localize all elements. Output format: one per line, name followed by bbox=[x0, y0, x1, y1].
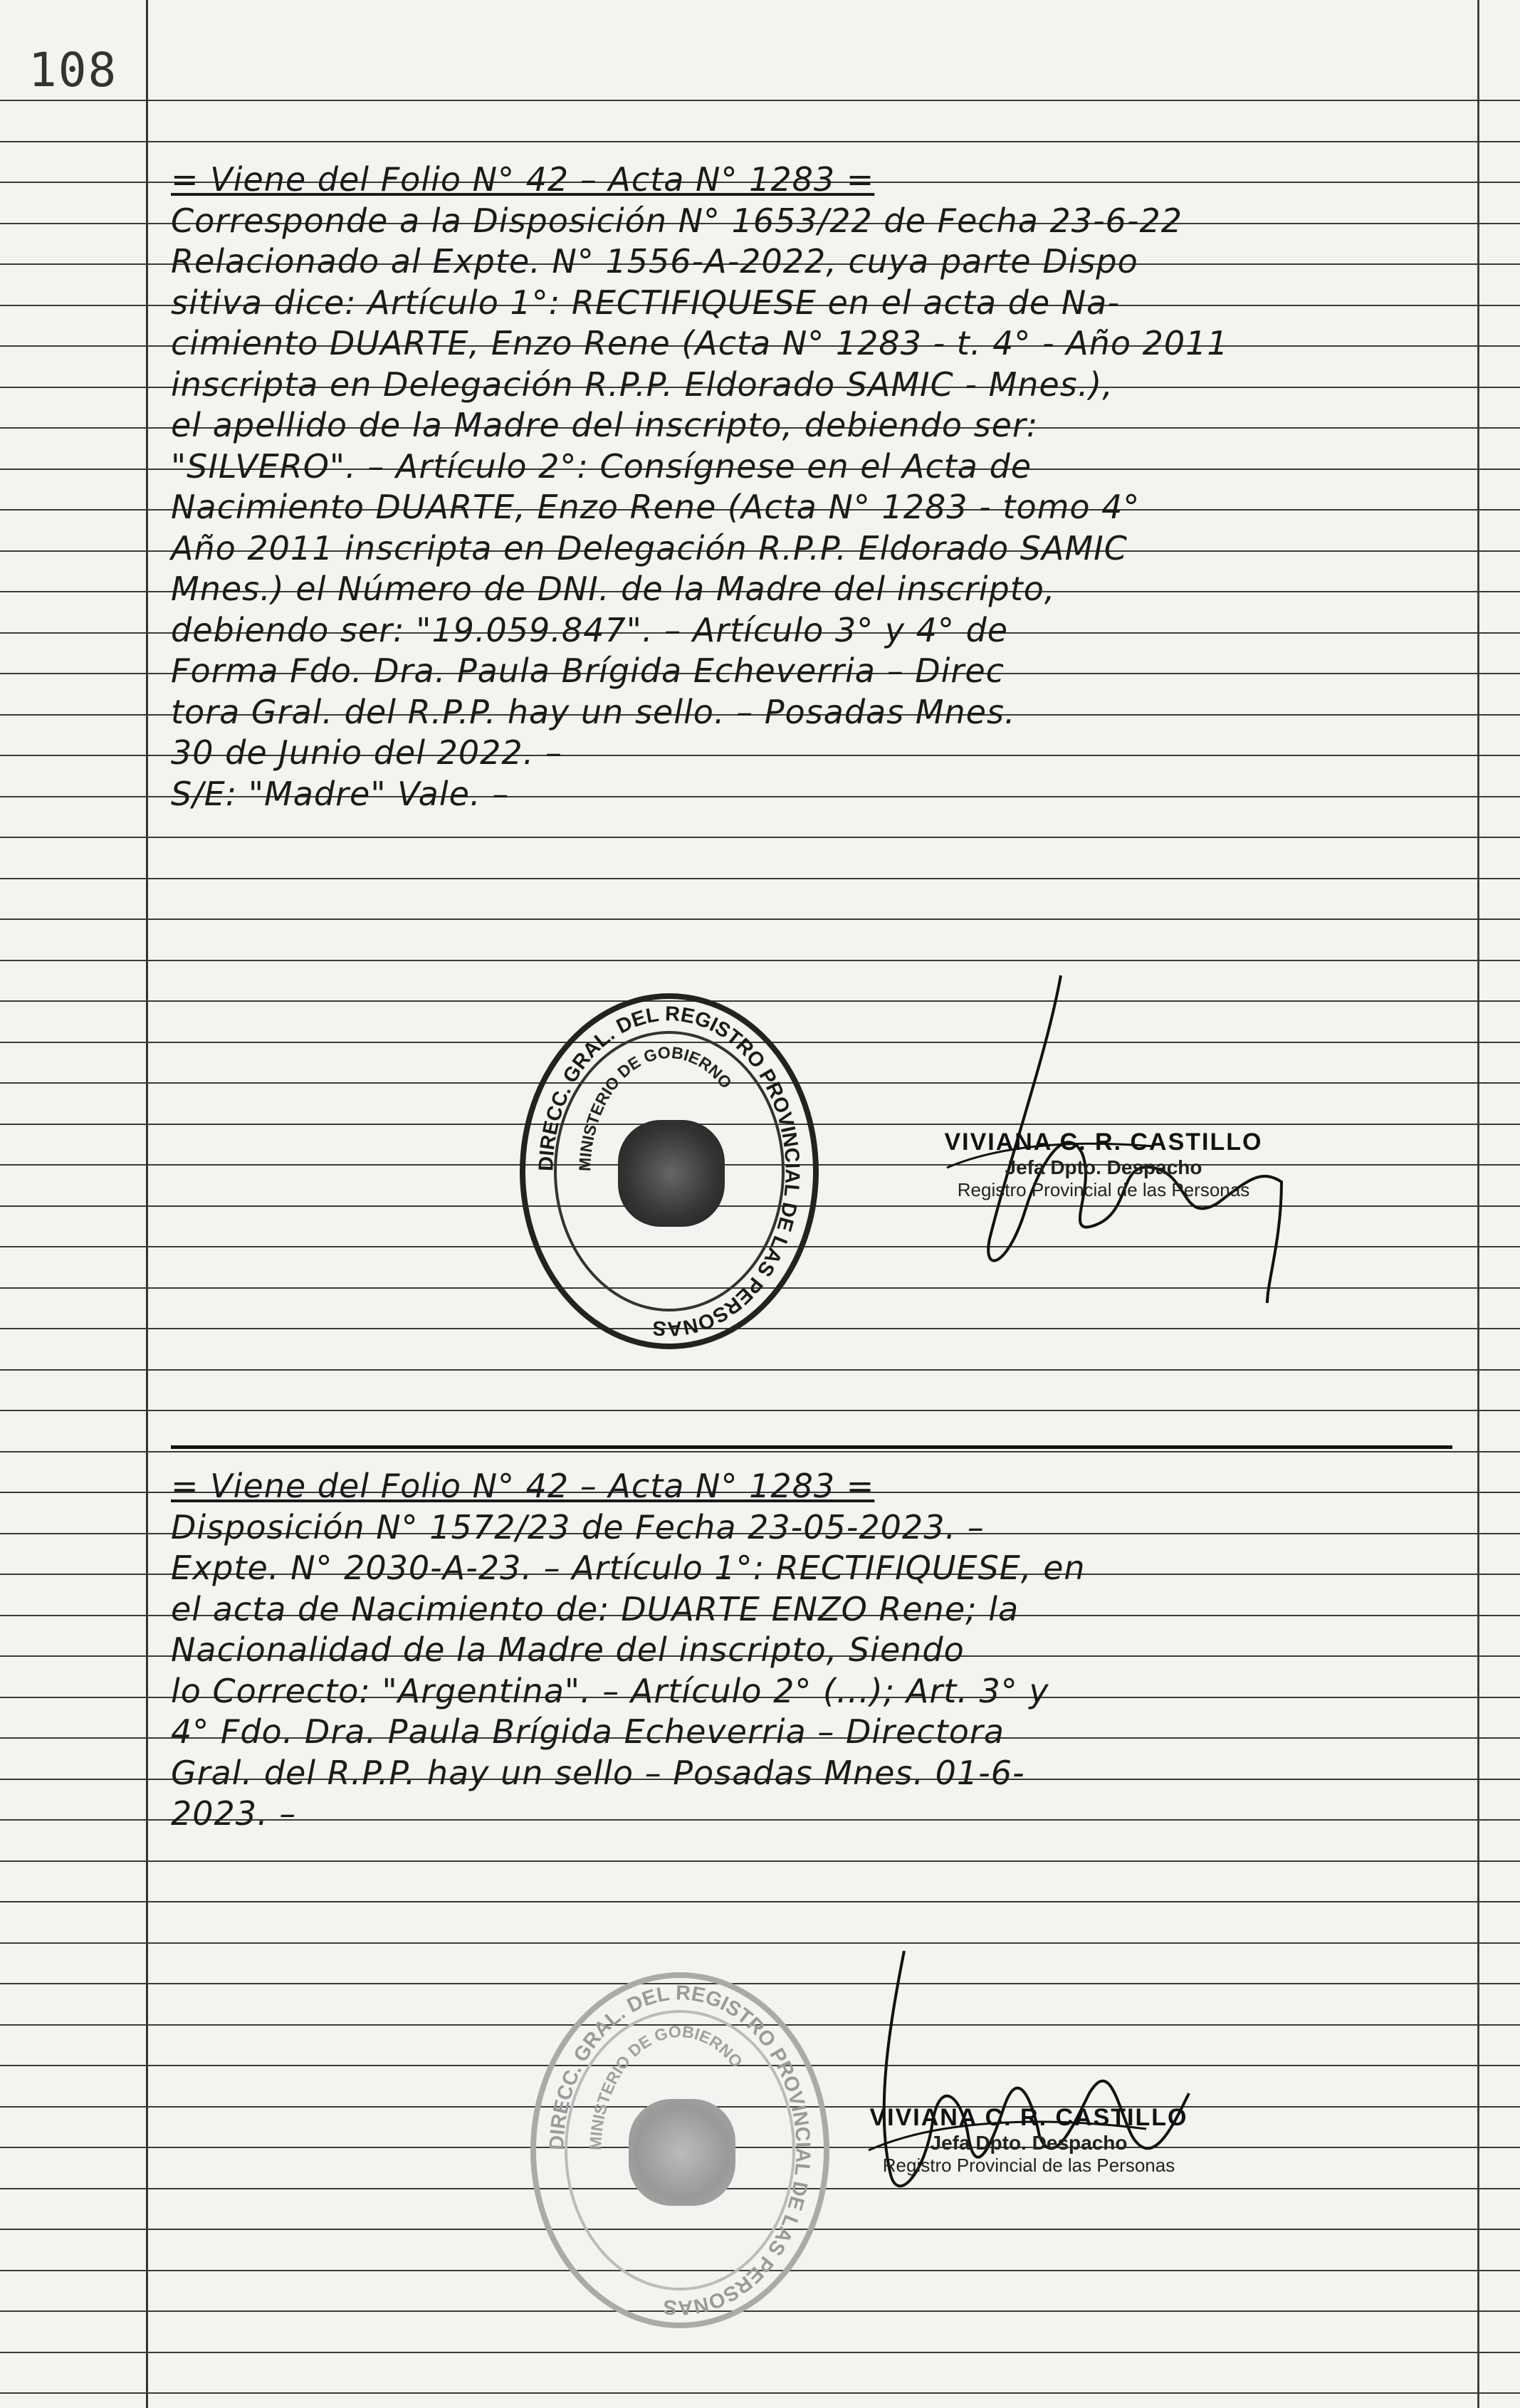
ruled-line bbox=[0, 837, 1520, 838]
signatory-name: VIVIANA C. R. CASTILLO bbox=[944, 1129, 1263, 1156]
ruled-line bbox=[0, 2352, 1520, 2353]
entry-text-line: debiendo ser: "19.059.847". – Artículo 3° y 4° de bbox=[171, 611, 1009, 649]
entry-text-line: sitiva dice: Artículo 1°: RECTIFIQUESE en el acta de Na- bbox=[171, 283, 1120, 322]
entry-text-line: lo Correcto: "Argentina". – Artículo 2° (...); Art. 3° y bbox=[171, 1672, 1049, 1710]
signatory-block-2 bbox=[851, 2104, 1207, 2177]
ruled-line bbox=[0, 878, 1520, 879]
ruled-line bbox=[0, 2392, 1520, 2394]
entry-text-line: Expte. N° 2030-A-23. – Artículo 1°: RECTIFIQUESE, en bbox=[171, 1549, 1086, 1587]
entry-text-line: Mnes.) el Número de DNI. de la Madre del inscripto, bbox=[171, 570, 1056, 608]
ruled-line bbox=[0, 1410, 1520, 1411]
entry-text-line: 30 de Junio del 2022. – bbox=[171, 733, 562, 772]
folio-number: 108 bbox=[28, 43, 118, 98]
signatory-org: Registro Provincial de las Personas bbox=[882, 2155, 1175, 2176]
entry-text-line: Disposición N° 1572/23 de Fecha 23-05-2023. – bbox=[171, 1508, 985, 1546]
entry-text-line: Forma Fdo. Dra. Paula Brígida Echeverria – Direc bbox=[171, 651, 1005, 690]
signatory-org: Registro Provincial de las Personas bbox=[957, 1179, 1250, 1200]
handwritten-signature-2 bbox=[847, 1937, 1217, 2236]
entry-heading: = Viene del Folio N° 42 – Acta N° 1283 = bbox=[171, 1467, 875, 1505]
ruled-line bbox=[0, 1942, 1520, 1944]
entry-text-line: Gral. del R.P.P. hay un sello – Posadas Mnes. 01-6- bbox=[171, 1754, 1025, 1792]
entry-text-line: S/E: "Madre" Vale. – bbox=[171, 775, 510, 813]
ruled-line bbox=[0, 100, 1520, 101]
signatory-role: Jefa Dpto. Despacho bbox=[930, 2132, 1128, 2154]
ruled-line bbox=[0, 918, 1520, 920]
entry-heading: = Viene del Folio N° 42 – Acta N° 1283 = bbox=[171, 160, 875, 199]
seal-inner-text: MINISTERIO DE GOBIERNO bbox=[575, 1042, 736, 1172]
entry-text-line: inscripta en Delegación R.P.P. Eldorado SAMIC - Mnes.), bbox=[171, 365, 1113, 404]
ruled-line bbox=[0, 1860, 1520, 1862]
svg-text:MINISTERIO DE GOBIERNO bbox=[575, 1043, 735, 1172]
ruled-line bbox=[0, 141, 1520, 142]
ruled-line bbox=[0, 1369, 1520, 1371]
entry-text-line: cimiento DUARTE, Enzo Rene (Acta N° 1283 - t. 4° - Año 2011 bbox=[171, 324, 1229, 362]
entry-text-line: 4° Fdo. Dra. Paula Brígida Echeverria – Directora bbox=[171, 1712, 1005, 1751]
signatory-name: VIVIANA C. R. CASTILLO bbox=[869, 2104, 1188, 2131]
entry-text-line: Corresponde a la Disposición N° 1653/22 de Fecha 23-6-22 bbox=[171, 201, 1183, 240]
entry-text-line: 2023. – bbox=[171, 1794, 297, 1833]
official-seal-2 bbox=[530, 1972, 829, 2328]
ruled-line bbox=[0, 1901, 1520, 1902]
margin-line bbox=[146, 0, 148, 2408]
entry-separator bbox=[171, 1445, 1452, 1449]
entry-text-line: el apellido de la Madre del inscripto, debiendo ser: bbox=[171, 406, 1039, 444]
entry-text-line: Nacionalidad de la Madre del inscripto, Siendo bbox=[171, 1630, 965, 1669]
entry-text-line: el acta de Nacimiento de: DUARTE ENZO Rene; la bbox=[171, 1590, 1020, 1628]
entry-text-line: Relacionado al Expte. N° 1556-A-2022, cuya parte Dispo bbox=[171, 242, 1138, 281]
entry-text-line: tora Gral. del R.P.P. hay un sello. – Posadas Mnes. bbox=[171, 693, 1016, 731]
right-border-line bbox=[1477, 0, 1479, 2408]
seal-outer-text: DIRECC. GRAL. DEL REGISTRO PROVINCIAL DE LAS PERSONAS bbox=[545, 1982, 814, 2319]
signatory-role: Jefa Dpto. Despacho bbox=[1005, 1156, 1202, 1178]
ruled-line bbox=[0, 960, 1520, 961]
signatory-block-1 bbox=[926, 1129, 1281, 1201]
seal-inner-text: MINISTERIO DE GOBIERNO bbox=[586, 2021, 747, 2151]
entry-text-line: "SILVERO". – Artículo 2°: Consígnese en el Acta de bbox=[171, 447, 1032, 486]
svg-text:MINISTERIO DE GOBIERNO bbox=[586, 2022, 746, 2151]
entry-text-line: Nacimiento DUARTE, Enzo Rene (Acta N° 1283 - tomo 4° bbox=[171, 488, 1141, 526]
seal-outer-text: DIRECC. GRAL. DEL REGISTRO PROVINCIAL DE LAS PERSONAS bbox=[535, 1003, 804, 1340]
entry-text-line: Año 2011 inscripta en Delegación R.P.P. Eldorado SAMIC bbox=[171, 529, 1128, 567]
official-seal-1 bbox=[520, 993, 819, 1349]
ruled-line bbox=[0, 1451, 1520, 1452]
